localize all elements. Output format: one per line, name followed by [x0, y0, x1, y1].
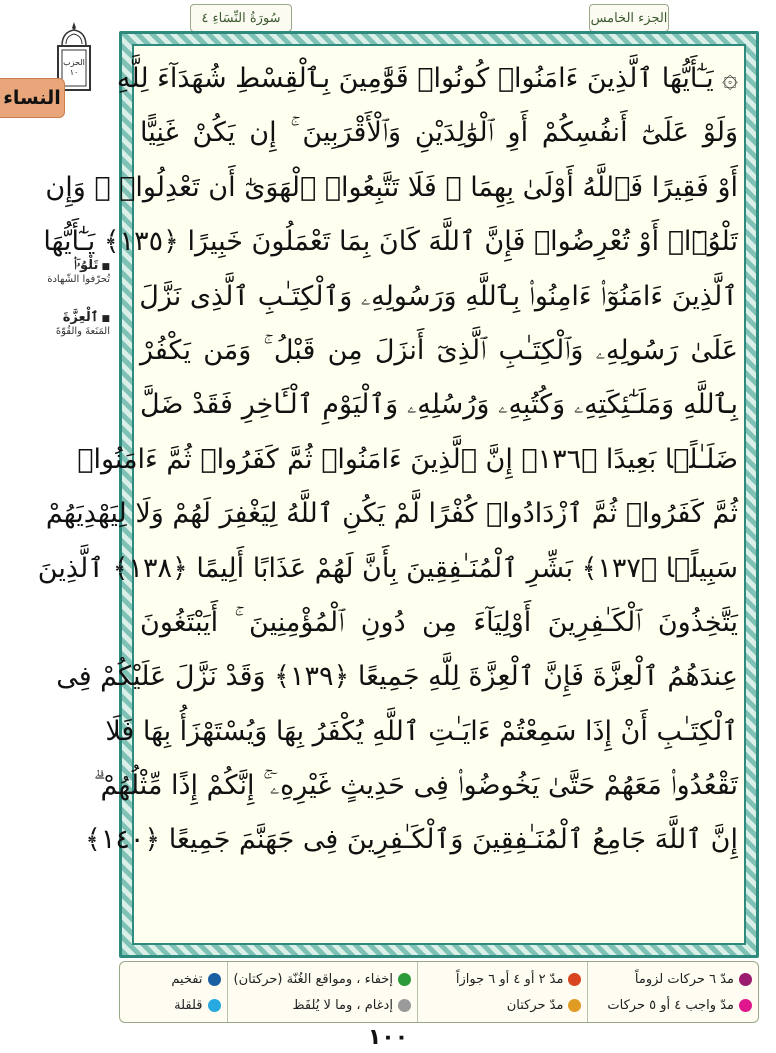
- glossary-word: ■ ٱلْعِزَّةَ: [2, 310, 110, 325]
- text-line: عَلَىٰ رَسُولِهِۦ وَٱلْكِتَـٰبِ ٱلَّذِىٓ أَنزَلَ مِن قَبْلُ ۚ وَمَن يَكْفُرْ: [140, 334, 738, 366]
- text-line: ٱلَّذِينَ ءَامَنُوٓا۟ ءَامِنُوا۟ بِٱللَّهِ وَرَسُولِهِۦ وَٱلْكِتَـٰبِ ٱلَّذِى نَزَّلَ: [139, 280, 738, 312]
- legend-item: [424, 972, 582, 987]
- color-dot-icon: [208, 999, 221, 1012]
- tajweed-legend: [119, 961, 759, 1023]
- legend-column: [587, 962, 758, 1022]
- legend-label: مدّ ٢ أو ٤ أو ٦ جوازاً: [455, 971, 564, 987]
- legend-item: [126, 972, 221, 987]
- legend-label: تفخيم: [171, 971, 203, 987]
- text-line: أَوْ فَقِيرًا فَٱللَّهُ أَوْلَىٰ بِهِمَا ۖ فَلَا تَتَّبِعُوا۟ ٱلْهَوَىٰٓ أَن تَعْدِلُوا۟ ۚ وَإِن: [45, 171, 738, 203]
- legend-label: مدّ حركتان: [506, 997, 564, 1013]
- legend-item: [126, 998, 221, 1013]
- legend-column: [227, 962, 417, 1022]
- legend-column: [120, 962, 227, 1022]
- color-dot-icon: [398, 999, 411, 1012]
- legend-label: قلقلة: [174, 997, 203, 1013]
- color-dot-icon: [739, 973, 752, 986]
- text-line: إِنَّ ٱللَّهَ جَامِعُ ٱلْمُنَـٰفِقِينَ وَٱلْكَـٰفِرِينَ فِى جَهَنَّمَ جَمِيعًا ﴿١٤٠﴾: [85, 824, 738, 856]
- surah-name-tab: النساء: [0, 78, 65, 118]
- legend-item: [234, 972, 411, 987]
- text-line: بِٱللَّهِ وَمَلَـٰٓئِكَتِهِۦ وَكُتُبِهِۦ وَرُسُلِهِۦ وَٱلْيَوْمِ ٱلْـَٔاخِرِ فَقَدْ ضَلَّ: [140, 389, 738, 421]
- text-line: تَقْعُدُوا۟ مَعَهُمْ حَتَّىٰ يَخُوضُوا۟ فِى حَدِيثٍ غَيْرِهِۦٓ ۚ إِنَّكُمْ إِذًا مِّثْلُهُمْ ۗ: [93, 770, 738, 802]
- glossary-item: [2, 310, 110, 339]
- surah-header-label: سُورَةُ النِّسَاءِ ٤: [190, 4, 292, 32]
- legend-item: [424, 998, 582, 1013]
- legend-item: [234, 998, 411, 1013]
- legend-column: [417, 962, 588, 1022]
- text-line: ثُمَّ كَفَرُوا۟ ثُمَّ ٱزْدَادُوا۟ كُفْرًا لَّمْ يَكُنِ ٱللَّهُ لِيَغْفِرَ لَهُمْ وَلَا لِيَهْدِيَهُمْ: [45, 498, 738, 530]
- glossary-meaning: المَنَعةَ والقُوّةَ: [55, 326, 110, 337]
- text-line: عِندَهُمُ ٱلْعِزَّةَ فَإِنَّ ٱلْعِزَّةَ لِلَّهِ جَمِيعًا ﴿١٣٩﴾ وَقَدْ نَزَّلَ عَلَيْكُمْ فِى: [56, 661, 738, 693]
- color-dot-icon: [568, 999, 581, 1012]
- legend-label: إخفاء ، ومواقع الغُنّة (حركتان): [233, 971, 393, 987]
- glossary-word: ■ تَلْوُۥٓا۟: [2, 258, 110, 273]
- glossary-meaning: تُحرّفوا الشّهادة: [47, 274, 110, 285]
- text-line: ۞ يَـٰٓأَيُّهَا ٱلَّذِينَ ءَامَنُوا۟ كُونُوا۟ قَوَّٰمِينَ بِٱلْقِسْطِ شُهَدَآءَ لِلَّهِ: [116, 63, 738, 94]
- legend-label: إدغام ، وما لا يُلفَظ: [292, 997, 393, 1013]
- text-line: تَلْوُۥٓا۟ أَوْ تُعْرِضُوا۟ فَإِنَّ ٱللَّهَ كَانَ بِمَا تَعْمَلُونَ خَبِيرًا ﴿١٣٥﴾ يَـٰٓأَيُّهَا: [43, 226, 738, 258]
- legend-item: [594, 998, 752, 1013]
- color-dot-icon: [568, 973, 581, 986]
- color-dot-icon: [739, 999, 752, 1012]
- text-line: سَبِيلًۢا ﴿١٣٧﴾ بَشِّرِ ٱلْمُنَـٰفِقِينَ بِأَنَّ لَهُمْ عَذَابًا أَلِيمًا ﴿١٣٨﴾ ٱلَّذِينَ: [37, 552, 738, 584]
- juz-label: الجزء الخامس: [589, 4, 669, 32]
- legend-label: مدّ واجب ٤ أو ٥ حركات: [607, 997, 734, 1013]
- legend-item: [594, 972, 752, 987]
- legend-label: مدّ ٦ حركات لزوماً: [634, 971, 734, 987]
- hizb-label: الحزب ١٠: [63, 58, 85, 77]
- color-dot-icon: [208, 973, 221, 986]
- text-line: ضَلَـٰلًۢا بَعِيدًا ﴿١٣٦﴾ إِنَّ ٱلَّذِينَ ءَامَنُوا۟ ثُمَّ كَفَرُوا۟ ثُمَّ ءَامَنُوا۟: [77, 443, 738, 475]
- text-line: وَلَوْ عَلَىٰٓ أَنفُسِكُمْ أَوِ ٱلْوَٰلِدَيْنِ وَٱلْأَقْرَبِينَ ۚ إِن يَكُنْ غَنِيًّا: [140, 117, 738, 149]
- page-number: ١٠٠: [367, 1025, 409, 1050]
- text-line: يَتَّخِذُونَ ٱلْكَـٰفِرِينَ أَوْلِيَآءَ مِن دُونِ ٱلْمُؤْمِنِينَ ۚ أَيَبْتَغُونَ: [140, 606, 738, 638]
- color-dot-icon: [398, 973, 411, 986]
- text-line: ٱلْكِتَـٰبِ أَنْ إِذَا سَمِعْتُمْ ءَايَـٰتِ ٱللَّهِ يُكْفَرُ بِهَا وَيُسْتَهْزَأُ بِهَا فَلَا: [105, 715, 738, 747]
